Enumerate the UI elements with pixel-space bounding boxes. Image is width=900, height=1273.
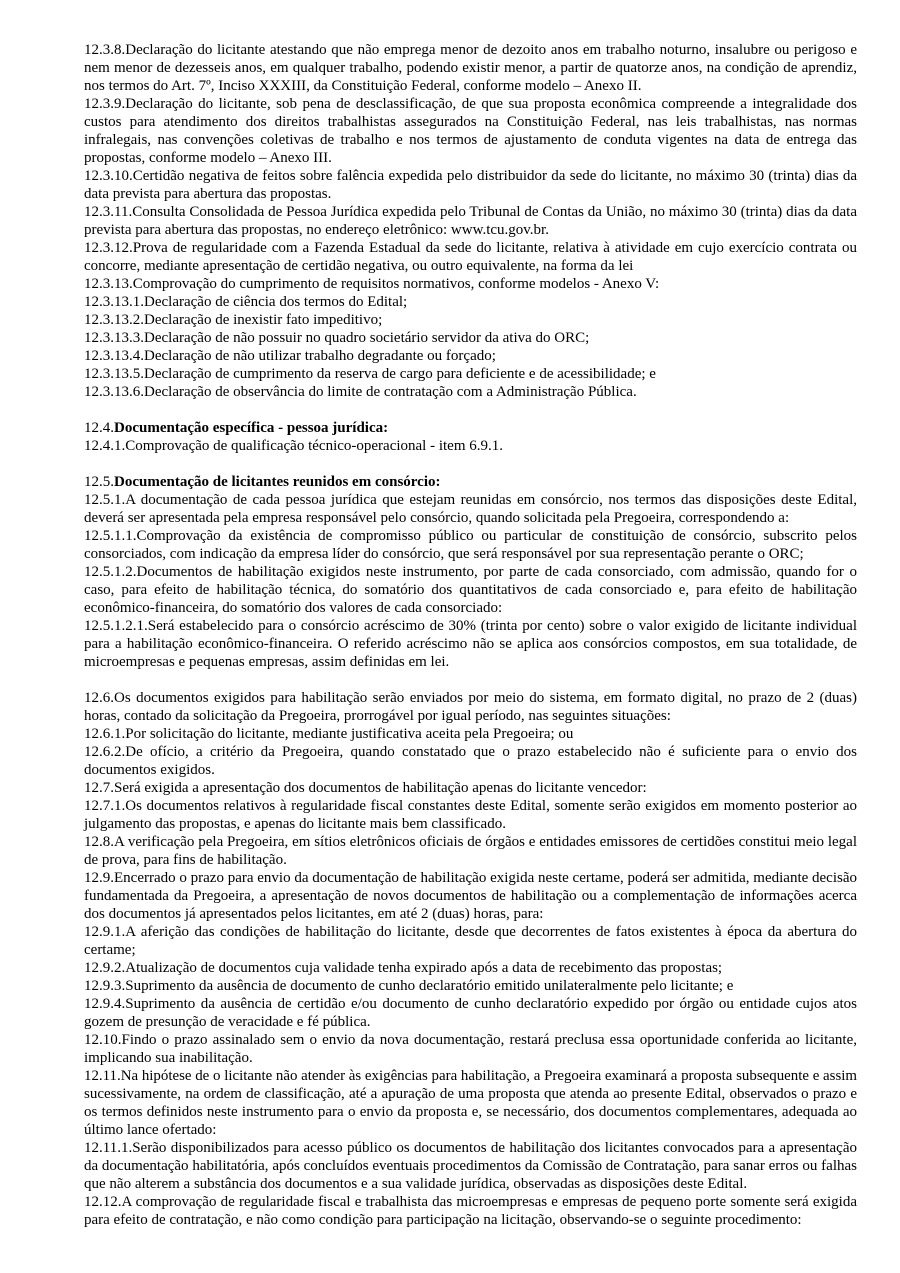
text-line: 12.3.13.5.Declaração de cumprimento da reserva de cargo para deficiente e de acessibilidade; e bbox=[84, 366, 656, 382]
clause-paragraph bbox=[84, 203, 857, 239]
text-line: dos documentos já apresentados pelos licitantes, em até 2 (duas) horas, para: bbox=[84, 906, 544, 922]
text-line: 12.3.8.Declaração do licitante atestando que não emprega menor de dezoito anos em trabalho noturno, insalubre ou perigoso e bbox=[84, 42, 857, 58]
section-title: Documentação específica - pessoa jurídica: bbox=[114, 420, 389, 436]
text-line: para efeito de contratação, e não como condição para participação na licitação, observando-se o seguinte procedimento: bbox=[84, 1212, 802, 1228]
text-line: concorre, mediante apresentação de certidão negativa, ou outro equivalente, na forma da lei bbox=[84, 258, 634, 274]
text-line: sucessivamente, na ordem de classificação, até a apuração de uma proposta que atenda ao presente Edital, observados o prazo e bbox=[84, 1086, 857, 1102]
clause-paragraph bbox=[84, 959, 857, 977]
clause-paragraph bbox=[84, 725, 857, 743]
text-line: 12.3.10.Certidão negativa de feitos sobre falência expedida pelo distribuidor da sede do licitante, no máximo 30 (trinta) dias da bbox=[84, 168, 857, 184]
text-line: último lance ofertado: bbox=[84, 1122, 217, 1138]
text-line: 12.5.1.2.Documentos de habilitação exigidos neste instrumento, por parte de cada consorciado, com admissão, quando for o bbox=[84, 564, 857, 580]
text-line: 12.11.1.Serão disponibilizados para acesso público os documentos de habilitação dos licitantes convocados para a apresentação bbox=[84, 1140, 857, 1156]
blank-line bbox=[84, 455, 857, 473]
clause-paragraph bbox=[84, 383, 857, 401]
section-number: 12.4. bbox=[84, 420, 114, 436]
text-line: 12.3.9.Declaração do licitante, sob pena de desclassificação, de que sua proposta econômica compreende a integralidade dos bbox=[84, 96, 857, 112]
text-line: 12.6.1.Por solicitação do licitante, mediante justificativa aceita pela Pregoeira; ou bbox=[84, 726, 574, 742]
text-line: fundamentada da Pregoeira, a apresentação de novos documentos de habilitação ou a complementação de informações acerca bbox=[84, 888, 857, 904]
clause-paragraph bbox=[84, 869, 857, 923]
clause-paragraph bbox=[84, 923, 857, 959]
text-line: 12.9.Encerrado o prazo para envio da documentação de habilitação exigida neste certame, poderá ser admitida, mediante decisão bbox=[84, 870, 857, 886]
clause-paragraph bbox=[84, 779, 857, 797]
clause-paragraph bbox=[84, 797, 857, 833]
section-heading bbox=[84, 419, 857, 437]
clause-paragraph bbox=[84, 491, 857, 527]
text-line: que não alterem a substância dos documentos e a sua validade jurídica, observadas as disposições deste Edital. bbox=[84, 1176, 748, 1192]
text-line: 12.8.A verificação pela Pregoeira, em sítios eletrônicos oficiais de órgãos e entidades emissores de certidões constitui meio legal bbox=[84, 834, 857, 850]
text-line: consorciados, com indicação da empresa líder do consórcio, que será responsável por sua representação perante o ORC; bbox=[84, 546, 804, 562]
clause-paragraph bbox=[84, 167, 857, 203]
text-line: infralegais, nas convenções coletivas de trabalho e nos termos de ajustamento de conduta vigentes na data de entrega das bbox=[84, 132, 857, 148]
text-line: 12.3.12.Prova de regularidade com a Fazenda Estadual da sede do licitante, relativa à atividade em cujo exercício contrata ou bbox=[84, 240, 857, 256]
section-title: Documentação de licitantes reunidos em consórcio: bbox=[114, 474, 441, 490]
text-line: 12.6.2.De ofício, a critério da Pregoeira, quando constatado que o prazo estabelecido não é suficiente para o envio dos bbox=[84, 744, 857, 760]
text-line: certame; bbox=[84, 942, 136, 958]
clause-paragraph bbox=[84, 833, 857, 869]
text-line: 12.7.Será exigida a apresentação dos documentos de habilitação apenas do licitante vencedor: bbox=[84, 780, 647, 796]
clause-paragraph bbox=[84, 311, 857, 329]
text-line: horas, contado da solicitação da Pregoeira, prorrogável por igual período, nas seguintes situações: bbox=[84, 708, 671, 724]
blank-line bbox=[84, 671, 857, 689]
text-line: julgamento das propostas, e apenas do licitante mais bem classificado. bbox=[84, 816, 506, 832]
text-line: nos termos do Art. 7º, Inciso XXXIII, da Constituição Federal, conforme modelo – Anexo II. bbox=[84, 78, 642, 94]
clause-paragraph bbox=[84, 293, 857, 311]
text-line: 12.4.1.Comprovação de qualificação técnico-operacional - item 6.9.1. bbox=[84, 438, 504, 454]
clause-paragraph bbox=[84, 239, 857, 275]
clause-paragraph bbox=[84, 329, 857, 347]
text-line: caso, para efeito de habilitação técnica, do somatório dos quantitativos de cada consorciado e, para efeito de habilitação bbox=[84, 582, 857, 598]
clause-paragraph bbox=[84, 95, 857, 167]
clause-paragraph bbox=[84, 995, 857, 1031]
text-line: 12.3.13.6.Declaração de observância do limite de contratação com a Administração Pública. bbox=[84, 384, 637, 400]
text-line: 12.9.1.A aferição das condições de habilitação do licitante, desde que decorrentes de fatos existentes à época da abertura do bbox=[84, 924, 857, 940]
blank-line bbox=[84, 401, 857, 419]
text-line: 12.3.13.Comprovação do cumprimento de requisitos normativos, conforme modelos - Anexo V: bbox=[84, 276, 660, 292]
clause-paragraph bbox=[84, 1193, 857, 1229]
text-line: 12.3.13.4.Declaração de não utilizar trabalho degradante ou forçado; bbox=[84, 348, 496, 364]
text-line: para a habilitação econômico-financeira. O referido acréscimo não se aplica aos consórcios compostos, em sua totalidade, de bbox=[84, 636, 857, 652]
document-page bbox=[84, 41, 857, 1229]
text-line: 12.12.A comprovação de regularidade fiscal e trabalhista das microempresas e empresas de pequeno porte somente será exigida bbox=[84, 1194, 857, 1210]
clause-paragraph bbox=[84, 41, 857, 95]
clause-paragraph bbox=[84, 437, 857, 455]
text-line: 12.11.Na hipótese de o licitante não atender às exigências para habilitação, a Pregoeira examinará a proposta subsequente e assim bbox=[84, 1068, 857, 1084]
text-line: 12.10.Findo o prazo assinalado sem o envio da nova documentação, restará preclusa essa oportunidade conferida ao licitante, bbox=[84, 1032, 857, 1048]
text-line: deverá ser apresentada pela empresa responsável pelo consórcio, quando solicitada pela Pregoeira, correspondendo a: bbox=[84, 510, 790, 526]
clause-paragraph bbox=[84, 689, 857, 725]
text-line: documentos exigidos. bbox=[84, 762, 215, 778]
text-line: 12.6.Os documentos exigidos para habilitação serão enviados por meio do sistema, em formato digital, no prazo de 2 (duas) bbox=[84, 690, 857, 706]
text-line: propostas, conforme modelo – Anexo III. bbox=[84, 150, 332, 166]
text-line: 12.3.13.2.Declaração de inexistir fato impeditivo; bbox=[84, 312, 383, 328]
text-line: 12.3.13.1.Declaração de ciência dos termos do Edital; bbox=[84, 294, 408, 310]
text-line: gozem de presunção de veracidade e fé pública. bbox=[84, 1014, 371, 1030]
clause-paragraph bbox=[84, 617, 857, 671]
text-line: os termos definidos neste instrumento para o envio da proposta e, se necessário, dos documentos complementares, adequada ao bbox=[84, 1104, 857, 1120]
text-line: 12.5.1.2.1.Será estabelecido para o consórcio acréscimo de 30% (trinta por cento) sobre o valor exigido de licitante individual bbox=[84, 618, 857, 634]
text-line: da documentação habilitatória, após concluídos eventuais procedimentos da Comissão de Contratação, para sanar erros ou falhas bbox=[84, 1158, 857, 1174]
text-line: implicando sua inabilitação. bbox=[84, 1050, 253, 1066]
text-line: 12.3.13.3.Declaração de não possuir no quadro societário servidor da ativa do ORC; bbox=[84, 330, 590, 346]
clause-paragraph bbox=[84, 1031, 857, 1067]
clause-paragraph bbox=[84, 1139, 857, 1193]
text-line: 12.9.4.Suprimento da ausência de certidão e/ou documento de cunho declaratório expedido por órgão ou entidade cujos atos bbox=[84, 996, 857, 1012]
clause-paragraph bbox=[84, 527, 857, 563]
clause-paragraph bbox=[84, 1067, 857, 1139]
section-number: 12.5. bbox=[84, 474, 114, 490]
clause-paragraph bbox=[84, 275, 857, 293]
text-line: 12.9.2.Atualização de documentos cuja validade tenha expirado após a data de recebimento das propostas; bbox=[84, 960, 723, 976]
text-line: 12.5.1.1.Comprovação da existência de compromisso público ou particular de constituição de consórcio, subscrito pelos bbox=[84, 528, 857, 544]
clause-paragraph bbox=[84, 977, 857, 995]
text-line: de prova, para fins de habilitação. bbox=[84, 852, 287, 868]
section-heading bbox=[84, 473, 857, 491]
clause-paragraph bbox=[84, 563, 857, 617]
clause-paragraph bbox=[84, 347, 857, 365]
text-line: nem menor de dezesseis anos, em qualquer trabalho, podendo existir menor, a partir de quatorze anos, na condição de aprendiz, bbox=[84, 60, 857, 76]
clause-paragraph bbox=[84, 743, 857, 779]
text-line: 12.9.3.Suprimento da ausência de documento de cunho declaratório emitido unilateralmente pelo licitante; e bbox=[84, 978, 734, 994]
text-line: custos para atendimento dos direitos trabalhistas assegurados na Constituição Federal, nas leis trabalhistas, nas normas bbox=[84, 114, 857, 130]
clause-paragraph bbox=[84, 365, 857, 383]
text-line: 12.5.1.A documentação de cada pessoa jurídica que estejam reunidas em consórcio, nos termos das disposições deste Edital, bbox=[84, 492, 857, 508]
text-line: econômico-financeira, do somatório dos valores de cada consorciado: bbox=[84, 600, 503, 616]
text-line: 12.3.11.Consulta Consolidada de Pessoa Jurídica expedida pelo Tribunal de Contas da União, no máximo 30 (trinta) dias da data bbox=[84, 204, 857, 220]
text-line: microempresas e pequenas empresas, assim definidas em lei. bbox=[84, 654, 450, 670]
text-line: 12.7.1.Os documentos relativos à regularidade fiscal constantes deste Edital, somente serão exigidos em momento posterior ao bbox=[84, 798, 857, 814]
text-line: prevista para abertura das propostas, no endereço eletrônico: www.tcu.gov.br. bbox=[84, 222, 549, 238]
text-line: data prevista para abertura das propostas. bbox=[84, 186, 332, 202]
